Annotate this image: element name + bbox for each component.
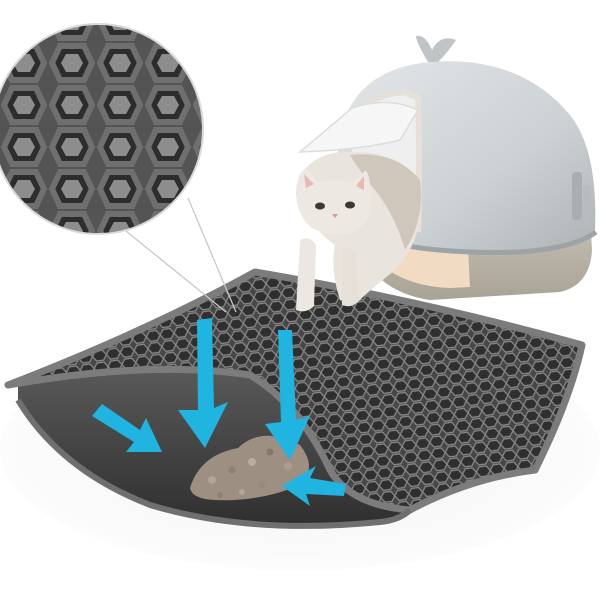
litter-granule — [239, 489, 245, 495]
litter-granule — [229, 467, 236, 474]
litter-granule — [217, 492, 223, 498]
cat-eye-right — [345, 202, 355, 209]
litter-box-clip-2 — [583, 185, 591, 225]
litter-granule — [259, 482, 266, 489]
zoom-detail — [0, 24, 203, 234]
litter-granule — [284, 462, 292, 470]
litter-box-clip — [572, 172, 582, 220]
litter-granule — [208, 476, 216, 484]
litter-granule — [267, 449, 274, 456]
litter-granule — [248, 458, 256, 466]
cat-eye-left — [315, 203, 325, 210]
